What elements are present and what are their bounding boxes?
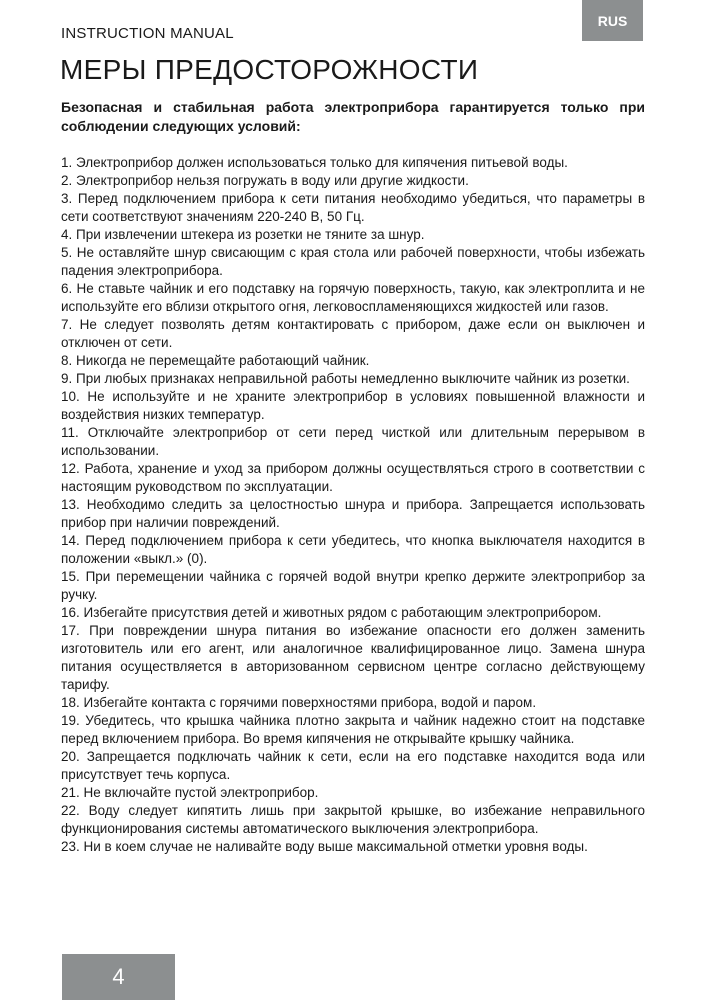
rule-item: 19. Убедитесь, что крышка чайника плотно закрыта и чайник надежно стоит на подставке перед включением прибора. Во время кипячения не открывайте крышку чайника. — [61, 713, 645, 746]
page-number: 4 — [62, 954, 175, 1000]
rule-item: 1. Электроприбор должен использоваться только для кипячения питьевой воды. — [61, 155, 568, 170]
rule-item: 15. При перемещении чайника с горячей водой внутри крепко держите электроприбор за ручку. — [61, 569, 645, 602]
language-tab: RUS — [582, 0, 643, 41]
manual-header-label: INSTRUCTION MANUAL — [61, 25, 234, 42]
rule-item: 23. Ни в коем случае не наливайте воду выше максимальной отметки уровня воды. — [61, 839, 588, 854]
intro-paragraph: Безопасная и стабильная работа электроприбора гарантируется только при соблюдении следующих условий: — [61, 99, 645, 134]
page-title: МЕРЫ ПРЕДОСТОРОЖНОСТИ — [60, 54, 479, 85]
rule-item: 11. Отключайте электроприбор от сети перед чисткой или длительным перерывом в использовании. — [61, 425, 645, 458]
rule-item: 9. При любых признаках неправильной работы немедленно выключите чайник из розетки. — [61, 371, 630, 386]
safety-rules-list — [61, 154, 645, 856]
rule-item: 21. Не включайте пустой электроприбор. — [61, 785, 319, 800]
rule-item: 2. Электроприбор нельзя погружать в воду или другие жидкости. — [61, 173, 469, 188]
rule-item: 7. Не следует позволять детям контактировать с прибором, даже если он выключен и отключен от сети. — [61, 317, 645, 350]
rule-item: 4. При извлечении штекера из розетки не тяните за шнур. — [61, 227, 425, 242]
rule-item: 8. Никогда не перемещайте работающий чайник. — [61, 353, 370, 368]
rule-item: 5. Не оставляйте шнур свисающим с края стола или рабочей поверхности, чтобы избежать падения электроприбора. — [61, 245, 645, 278]
rule-item: 20. Запрещается подключать чайник к сети, если на его подставке находится вода или присутствует течь корпуса. — [61, 749, 645, 782]
rule-item: 10. Не используйте и не храните электроприбор в условиях повышенной влажности и воздействия низких температур. — [61, 389, 645, 422]
rule-item: 16. Избегайте присутствия детей и животных рядом с работающим электроприбором. — [61, 605, 602, 620]
rule-item: 12. Работа, хранение и уход за прибором должны осуществляться строго в соответствии с настоящим руководством по эксплуатации. — [61, 461, 645, 494]
rule-item: 13. Необходимо следить за целостностью шнура и прибора. Запрещается использовать прибор при наличии повреждений. — [61, 497, 645, 530]
rule-item: 22. Воду следует кипятить лишь при закрытой крышке, во избежание неправильного функционирования системы автоматического выключения электроприбора. — [61, 803, 645, 836]
rule-item: 18. Избегайте контакта с горячими поверхностями прибора, водой и паром. — [61, 695, 537, 710]
rule-item: 3. Перед подключением прибора к сети питания необходимо убедиться, что параметры в сети соответствуют значениям 220-240 В, 50 Гц. — [61, 191, 645, 224]
rule-item: 14. Перед подключением прибора к сети убедитесь, что кнопка выключателя находится в положении «выкл.» (0). — [61, 533, 645, 566]
rule-item: 17. При повреждении шнура питания во избежание опасности его должен заменить изготовитель или его агент, или аналогичное квалифицированное лицо. Замена шнура питания осуществляется в авторизованном сервисном центре согласно действующему тарифу. — [61, 623, 645, 692]
rule-item: 6. Не ставьте чайник и его подставку на горячую поверхность, такую, как электроплита и не используйте его вблизи открытого огня, легковоспламеняющихся жидкостей или газов. — [61, 281, 645, 314]
